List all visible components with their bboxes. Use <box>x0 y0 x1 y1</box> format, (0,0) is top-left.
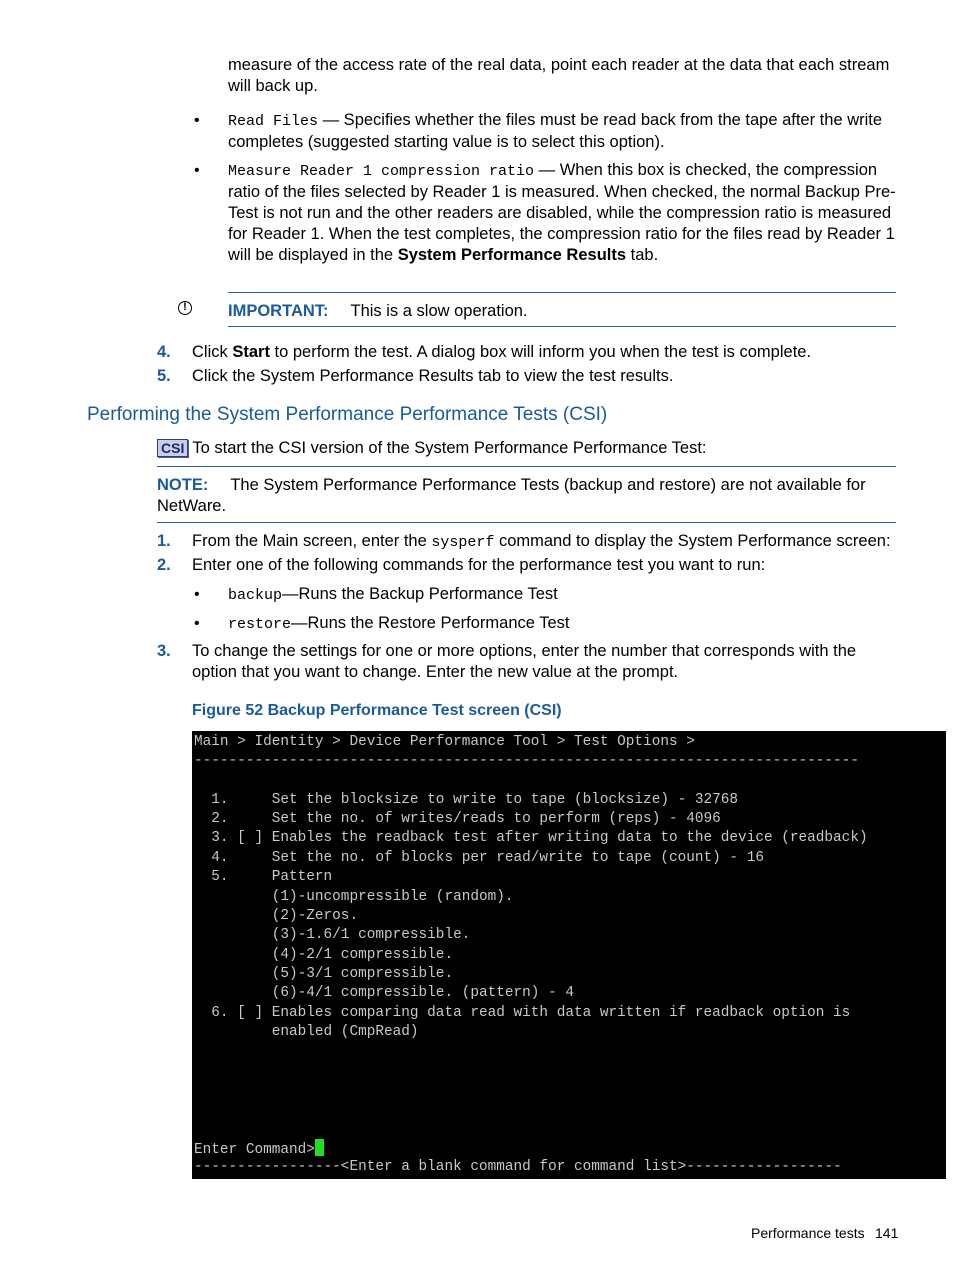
bold-system-performance-results: System Performance Results <box>397 246 627 264</box>
code-measure-reader: Measure Reader 1 compression ratio <box>228 163 535 180</box>
step-4-text <box>192 342 898 363</box>
terminal-option-line: 5. Pattern <box>194 869 333 885</box>
terminal-prompt: Enter Command> <box>194 1142 315 1158</box>
step-number: 2. <box>157 556 171 574</box>
step-number: 5. <box>157 367 171 385</box>
sub-bullet-restore-text: —Runs the Restore Performance Test <box>291 614 570 632</box>
bullet-compression-ratio <box>228 160 898 266</box>
figure-caption: Figure 52 Backup Performance Test screen (CSI) <box>192 702 562 719</box>
terminal-screen <box>192 731 946 1179</box>
important-rule-bottom <box>228 326 896 327</box>
step-number: 3. <box>157 642 171 660</box>
csi-step-3-text: To change the settings for one or more options, enter the number that corresponds with the option that you want to change. Enter the new value at the prompt. <box>192 642 857 681</box>
terminal-footer: -----------------<Enter a blank command for command list>------------------ <box>194 1159 842 1175</box>
note <box>157 475 896 517</box>
sub-bullet-backup-text: —Runs the Backup Performance Test <box>282 585 558 603</box>
footer-page-number: 141 <box>875 1225 899 1241</box>
terminal-option-line: 4. Set the no. of blocks per read/write to tape (count) - 16 <box>194 850 764 866</box>
section-heading: Performing the System Performance Performance Tests (CSI) <box>87 404 608 425</box>
note-rule-top <box>157 466 896 467</box>
note-label: NOTE: <box>157 476 209 494</box>
important-text: This is a slow operation. <box>350 302 528 320</box>
terminal-option-line: (1)-uncompressible (random). <box>194 889 514 905</box>
bullet-compression-tail: tab. <box>626 246 659 264</box>
terminal-option-line: (2)-Zeros. <box>194 908 359 924</box>
step-4-bold-start: Start <box>232 343 270 361</box>
terminal-divider: ----------------------------------------------------------------------------- <box>194 753 859 769</box>
terminal-breadcrumb: Main > Identity > Device Performance Tool > Test Options > <box>194 734 695 750</box>
bullet-read-files-text: — Specifies whether the files must be read back from the tape after the write completes (suggested starting value is to select this option). <box>228 111 883 151</box>
sub-bullet-backup <box>228 584 898 606</box>
important-icon: ! <box>178 301 192 315</box>
terminal-option-line: 1. Set the blocksize to write to tape (blocksize) - 32768 <box>194 792 739 808</box>
sub-bullet-restore <box>228 613 898 635</box>
terminal-option-line: enabled (CmpRead) <box>194 1024 419 1040</box>
code-read-files: Read Files <box>228 113 319 130</box>
csi-intro-text: To start the CSI version of the System Performance Performance Test: <box>192 439 707 457</box>
terminal-option-line: (3)-1.6/1 compressible. <box>194 927 471 943</box>
code-sysperf: sysperf <box>431 534 495 551</box>
important-note <box>228 301 528 322</box>
bullet-compression-text: — When this box is checked, the compression ratio of the files selected by Reader 1 is measured. When checked, the normal Backup Pre-Test is not run and the other readers are disabled, while the compression ratio is measured for Reader 1. When the test completes, the compression ratio for the files read by Reader 1 will be displayed in the <box>228 161 896 264</box>
step-4-post: to perform the test. A dialog box will inform you when the test is complete. <box>269 343 812 361</box>
terminal-option-line: (6)-4/1 compressible. (pattern) - 4 <box>194 985 574 1001</box>
terminal-option-line: 6. [ ] Enables comparing data read with data written if readback option is <box>194 1005 851 1021</box>
csi-step-1-post: command to display the System Performance screen: <box>494 532 891 550</box>
bullet-dot: • <box>194 112 200 129</box>
code-restore: restore <box>228 616 292 633</box>
terminal-option-line: (4)-2/1 compressible. <box>194 947 454 963</box>
note-text: The System Performance Performance Tests (backup and restore) are not available for NetWare. <box>157 476 866 515</box>
bullet-dot: • <box>194 162 200 179</box>
csi-step-1-pre: From the Main screen, enter the <box>192 532 432 550</box>
terminal-cursor <box>315 1139 324 1156</box>
note-rule-bottom <box>157 522 896 523</box>
step-number: 4. <box>157 343 171 361</box>
terminal-option-line: (5)-3/1 compressible. <box>194 966 454 982</box>
csi-badge-icon: CSI <box>157 439 188 457</box>
terminal-option-line: 3. [ ] Enables the readback test after writing data to the device (readback) <box>194 830 868 846</box>
footer-section: Performance tests <box>751 1225 865 1241</box>
bullet-dot: • <box>194 586 200 603</box>
terminal-option-line: 2. Set the no. of writes/reads to perform (reps) - 4096 <box>194 811 721 827</box>
important-rule-top <box>228 292 896 293</box>
important-label: IMPORTANT: <box>228 302 329 320</box>
csi-intro <box>157 438 897 459</box>
step-4-pre: Click <box>192 343 233 361</box>
step-5-text: Click the System Performance Results tab to view the test results. <box>192 367 674 385</box>
step-number: 1. <box>157 532 171 550</box>
bullet-read-files <box>228 110 898 153</box>
bullet-dot: • <box>194 615 200 632</box>
intro-paragraph: measure of the access rate of the real data, point each reader at the data that each stream will back up. <box>228 56 890 95</box>
code-backup: backup <box>228 587 283 604</box>
csi-step-2-text: Enter one of the following commands for the performance test you want to run: <box>192 556 766 574</box>
csi-step-1-text <box>192 531 898 553</box>
